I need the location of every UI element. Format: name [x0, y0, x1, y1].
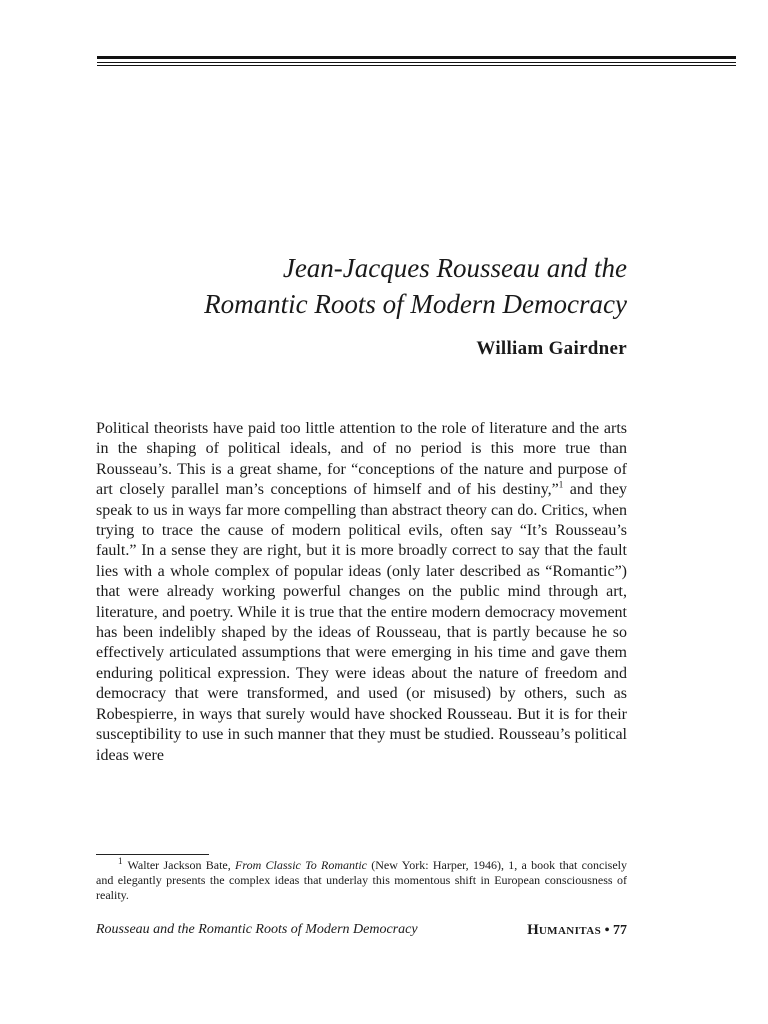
article-title [67, 250, 627, 322]
footer-separator: • [604, 923, 610, 938]
footnote-book-title: From Classic To Romantic [235, 858, 367, 872]
article-title-line-1: Jean-Jacques Rousseau and the [282, 253, 627, 283]
running-title: Rousseau and the Romantic Roots of Modern Democracy [96, 922, 418, 937]
body-text-part-1: Political theorists have paid too little attention to the role of literature and the arts in the shaping of political ideals, and of no period is this more true than Rousseau’s. This is a great shame, for “conceptions of the nature and purpose of art closely parallel man’s conceptions of himself and of his destiny,” [96, 420, 627, 499]
header-rule-thick [97, 56, 736, 59]
header-rule [97, 56, 736, 68]
footnote-text-before: Walter Jackson Bate, [127, 858, 236, 872]
footnote-reference[interactable]: 1 [558, 479, 564, 490]
footnote [96, 858, 627, 903]
journal-name-rest: UMANITAS [538, 925, 602, 937]
journal-initial: H [527, 922, 539, 938]
article-title-line-2: Romantic Roots of Modern Democracy [204, 289, 627, 319]
footnote-divider [96, 854, 209, 855]
page-number: 77 [613, 923, 627, 938]
body-paragraph [96, 419, 627, 766]
page-footer [96, 922, 627, 942]
header-rule-thin-2 [97, 65, 736, 66]
footnote-text-after: (New York: Harper, 1946), 1, a book that concisely and elegantly presents the complex ideas that underlay this momentous shift in European consciousness of reality. [96, 858, 627, 902]
journal-name-and-page [527, 922, 627, 939]
article-author: William Gairdner [476, 338, 627, 359]
footnote-number: 1 [118, 856, 123, 866]
header-rule-thin [97, 62, 736, 63]
body-text-part-2: and they speak to us in ways far more compelling than abstract theory can do. Critics, when trying to trace the cause of modern political evils, often say “It’s Rousseau’s fault.” In a sense they are right, but it is more broadly correct to say that the fault lies with a whole complex of popular ideas (only later described as “Romantic”) that were already working powerful changes on the public mind through art, literature, and poetry. While it is true that the entire modern democracy movement has been indelibly shaped by the ideas of Rousseau, that is partly because he so effectively articulated assumptions that were emerging in his time and gave them enduring political expression. They were ideas about the nature of freedom and democracy that were transformed, and used (or misused) by others, such as Robespierre, in ways that surely would have shocked Rousseau. But it is for their susceptibility to use in such manner that they must be studied. Rousseau’s political ideas were [96, 481, 627, 764]
